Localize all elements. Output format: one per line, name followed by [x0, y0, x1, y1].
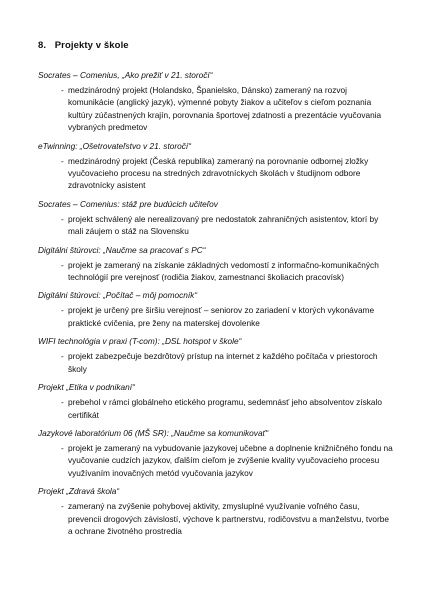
- project-description-text: projekt schválený ale nerealizovaný pre nedostatok zahraničných asistentov, ktorí by mali záujem o stáž na Slovensku: [68, 213, 379, 237]
- list-dash: -: [61, 351, 64, 362]
- list-dash: -: [61, 213, 64, 224]
- project-title: Jazykové laboratórium 06 (MŠ SR): „Naučme sa komunikovať“: [38, 427, 269, 438]
- project-description: [38, 396, 394, 421]
- project-description-text: medzinárodný projekt (Česká republika) zameraný na porovnanie odbornej zložky vyučovacieho procesu na stredných zdravotníckych školách v študijnom odbore zdravotnícky asistent: [68, 155, 369, 191]
- project-description-text: prebehol v rámci globálneho etického programu, sedemnásť jeho absolventov získalo certifikát: [68, 397, 382, 420]
- project-entry: [38, 69, 394, 134]
- project-entry: [38, 427, 394, 479]
- project-description-text: zameraný na zvýšenie pohybovej aktivity, zmysluplné využívanie voľného času, prevencii drogových závislostí, výchove k partnerstvu, rodičovstvu a manželstvu, tvorbe a ochrane životného prostredia: [68, 501, 389, 536]
- project-title: Digitálni štúrovci: „Počítač – môj pomocník“: [38, 290, 198, 301]
- project-title: Digitálni štúrovci: „Naučme sa pracovať s PC“: [38, 244, 206, 255]
- section-title-text: Projekty v škole: [54, 40, 129, 51]
- list-dash: -: [61, 155, 64, 166]
- project-title: Socrates – Comenius, „Ako prežiť v 21. storočí“: [38, 70, 213, 80]
- project-description: [38, 304, 394, 329]
- project-entry: [38, 381, 394, 421]
- project-title: WIFI technológia v praxi (T-com): „DSL hotspot v škole“: [38, 336, 242, 347]
- project-description: [38, 84, 394, 134]
- project-title: Projekt „Zdravá škola“: [38, 486, 120, 497]
- list-dash: -: [61, 397, 64, 408]
- project-description: [38, 350, 394, 375]
- project-description-text: medzinárodný projekt (Holandsko, Španielsko, Dánsko) zameraný na rozvoj komunikácie (anglický jazyk), výmenné pobyty žiakov a učiteľov s cieľom poznania kultúry zúčastnených krajín, porovnania športovej zdatnosti a prezentácie vyučovania vybraných predmetov: [68, 85, 382, 133]
- project-title: eTwinning: „Ošetrovateľstvo v 21. storočí“: [38, 140, 191, 151]
- project-title: Socrates – Comenius: stáž pre budúcich učiteľov: [38, 198, 218, 209]
- project-entry: [38, 485, 394, 537]
- project-description: [38, 442, 394, 479]
- section-heading: [38, 40, 394, 51]
- project-description: [38, 213, 394, 238]
- project-description-text: projekt je zameraný na vybudovanie jazykovej učebne a doplnenie knižničného fondu na vyučovanie cudzích jazykov, ďalším cieľom je zvýšenie kvality vyučovacieho procesu využívaním inovačných metód vyučovania jazykov: [68, 442, 393, 478]
- project-description: [38, 500, 394, 537]
- project-entry: [38, 140, 394, 192]
- project-description-text: projekt zabezpečuje bezdrôtový prístup na internet z každého počítača v priestoroch školy: [68, 351, 378, 374]
- list-dash: -: [61, 259, 64, 270]
- project-entry: [38, 244, 394, 284]
- project-description-text: projekt je určený pre širšiu verejnosť – seniorov zo zariadení v ktorých vykonávame praktické cvičenia, pre ženy na materskej dovolenke: [68, 305, 375, 328]
- project-description: [38, 259, 394, 284]
- list-dash: -: [61, 85, 64, 95]
- project-entry: [38, 198, 394, 238]
- project-description: [38, 155, 394, 192]
- list-dash: -: [61, 501, 64, 512]
- project-title: Projekt „Etika v podnikaní“: [38, 382, 135, 393]
- list-dash: -: [61, 442, 64, 453]
- section-number: 8.: [38, 40, 47, 51]
- list-dash: -: [61, 305, 64, 316]
- project-entry: [38, 289, 394, 329]
- project-entry: [38, 335, 394, 375]
- project-description-text: projekt je zameraný na získanie základných vedomostí z informačno-komunikačných technológií pre verejnosť (rodičia žiakov, zamestnanci školiacich pracovísk): [68, 259, 379, 283]
